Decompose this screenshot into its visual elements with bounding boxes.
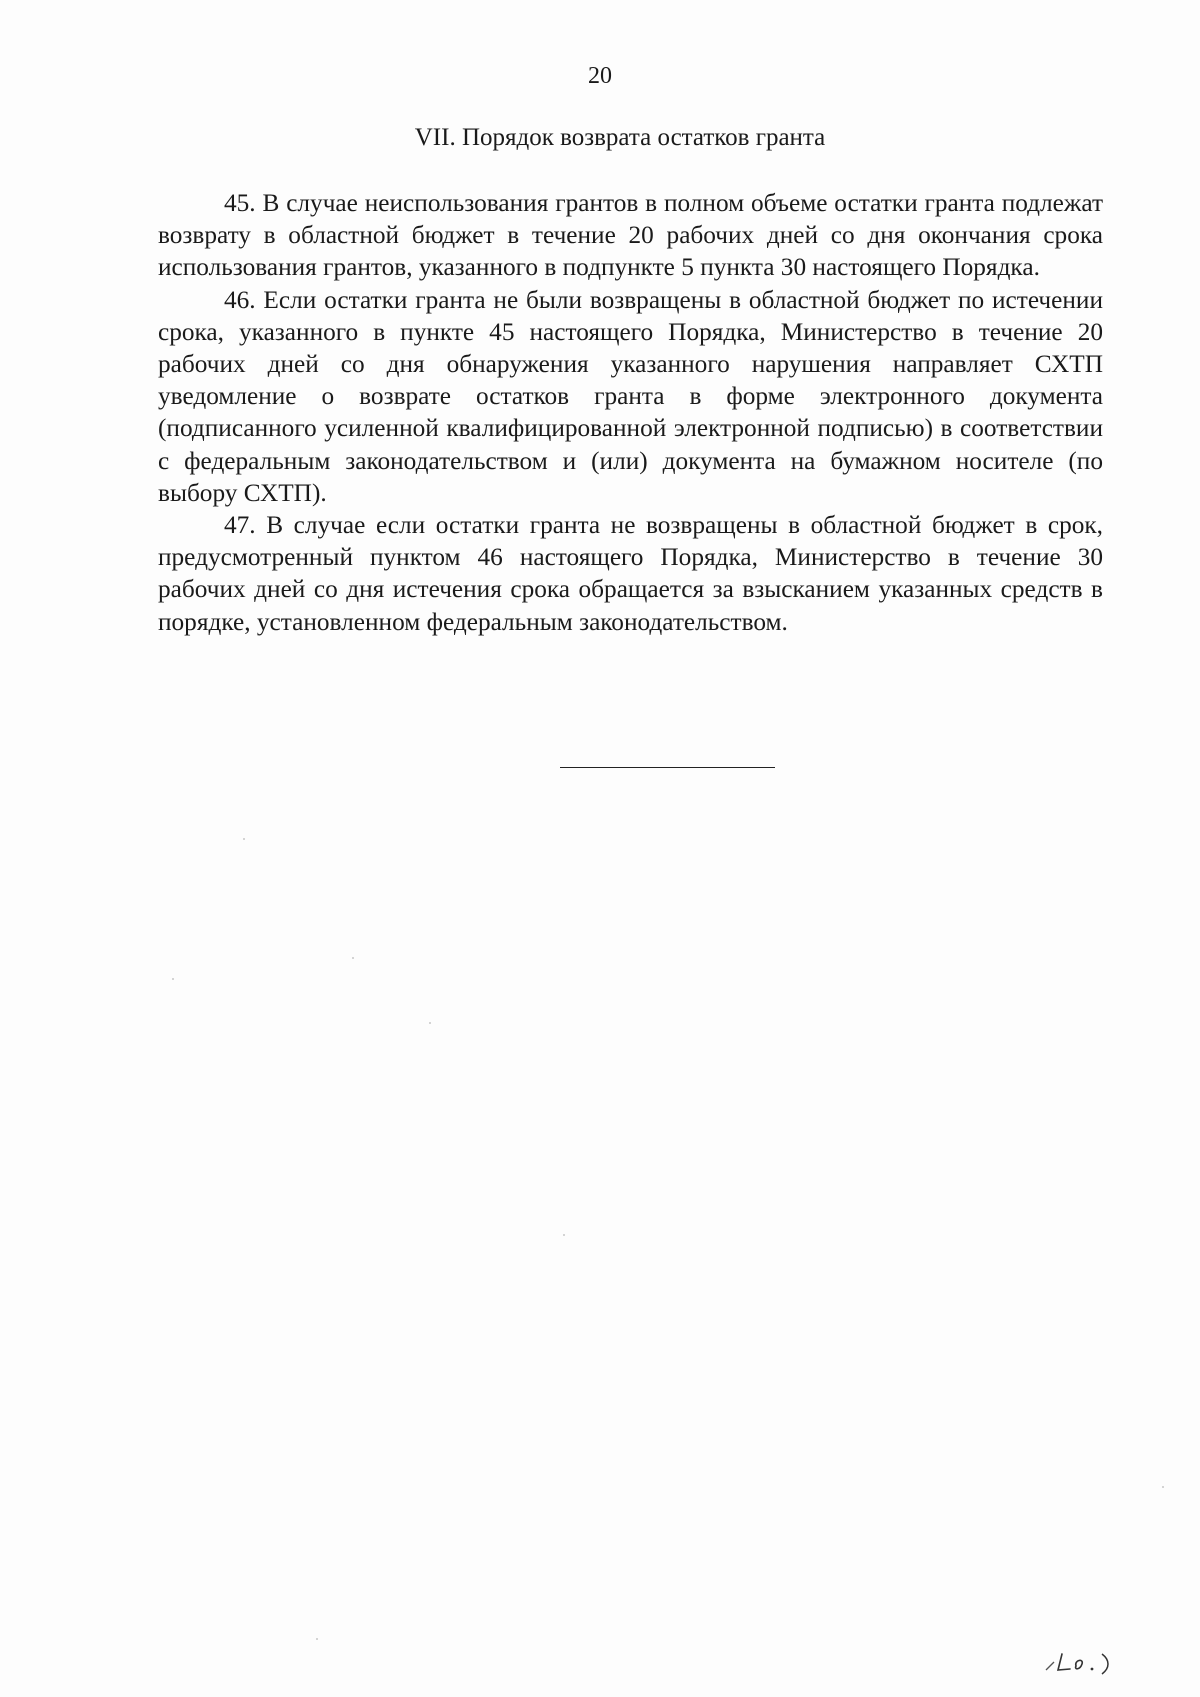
paragraph-45: 45. В случае неиспользования грантов в полном объеме остатки гранта подлежат возврату в областной бюджет в течение 20 рабочих дней со дня окончания срока использования грантов, указанного в подпункте 5 пункта 30 настоящего Порядка.	[158, 189, 1103, 282]
section-title: VII. Порядок возврата остатков гранта	[414, 124, 826, 151]
scan-speck	[429, 1022, 431, 1024]
paragraph-47: 47. В случае если остатки гранта не возвращены в областной бюджет в срок, предусмотренный пунктом 46 настоящего Порядка, Министерство в течение 30 рабочих дней со дня истечения срока обращается за взысканием указанных средств в порядке, установленном федеральным законодательством.	[158, 511, 1103, 636]
scan-speck	[172, 978, 174, 980]
scan-speck	[1162, 1486, 1164, 1488]
scan-speck	[316, 1638, 318, 1640]
scan-speck	[352, 957, 354, 959]
paragraph-46: 46. Если остатки гранта не были возвращены в областной бюджет по истечении срока, указанного в пункте 45 настоящего Порядка, Министерство в течение 20 рабочих дней со дня обнаружения указанного нарушения направляет СХТП уведомление о возврате остатков гранта в форме электронного документа (подписанного усиленной квалифицированной электронной подписью) в соответствии с федеральным законодательством и (или) документа на бумажном носителе (по выбору СХТП).	[158, 285, 1103, 507]
document-body	[158, 187, 1103, 638]
handwritten-margin-mark	[1040, 1648, 1120, 1676]
page-number: 20	[588, 63, 612, 89]
scan-speck	[243, 838, 245, 840]
end-divider-line	[560, 767, 775, 768]
scan-speck	[563, 1234, 565, 1236]
